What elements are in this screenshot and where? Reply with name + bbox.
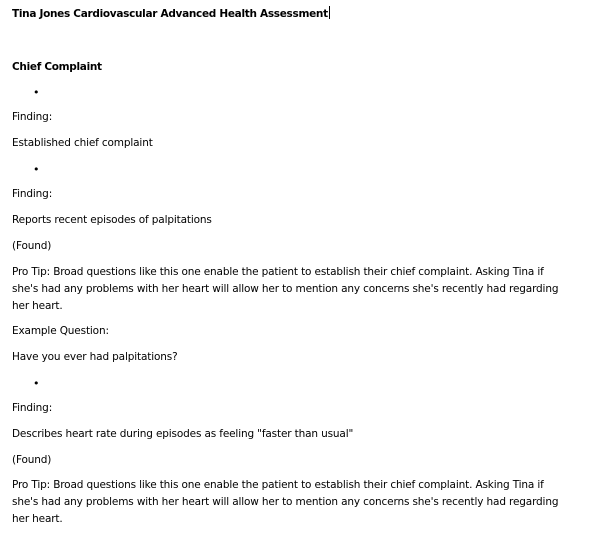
finding-label: Finding: <box>12 111 53 123</box>
bullet-marker: • <box>33 377 40 390</box>
example-question-text: Have you ever had palpitations? <box>12 351 178 363</box>
finding-text: Describes heart rate during episodes as feeling "faster than usual" <box>12 428 354 440</box>
section-heading: Chief Complaint <box>12 61 102 73</box>
document-title: Tina Jones Cardiovascular Advanced Health Assessment <box>12 8 328 20</box>
document-title-line[interactable] <box>12 6 330 23</box>
finding-label: Finding: <box>12 402 53 414</box>
bullet-marker: • <box>33 86 40 99</box>
text-cursor <box>329 6 330 19</box>
finding-text: Established chief complaint <box>12 137 153 149</box>
pro-tip: Pro Tip: Broad questions like this one enable the patient to establish their chief complaint. Asking Tina if she's had any problems with her heart will allow her to mention any concerns she's recently had regarding her heart. <box>12 479 559 525</box>
found-status: (Found) <box>12 240 52 252</box>
finding-text: Reports recent episodes of palpitations <box>12 214 212 226</box>
example-question-label: Example Question: <box>12 325 109 337</box>
finding-label: Finding: <box>12 188 53 200</box>
bullet-marker: • <box>33 163 40 176</box>
found-status: (Found) <box>12 454 52 466</box>
pro-tip: Pro Tip: Broad questions like this one enable the patient to establish their chief complaint. Asking Tina if she's had any problems with her heart will allow her to mention any concerns she's recently had regarding her heart. <box>12 266 559 312</box>
